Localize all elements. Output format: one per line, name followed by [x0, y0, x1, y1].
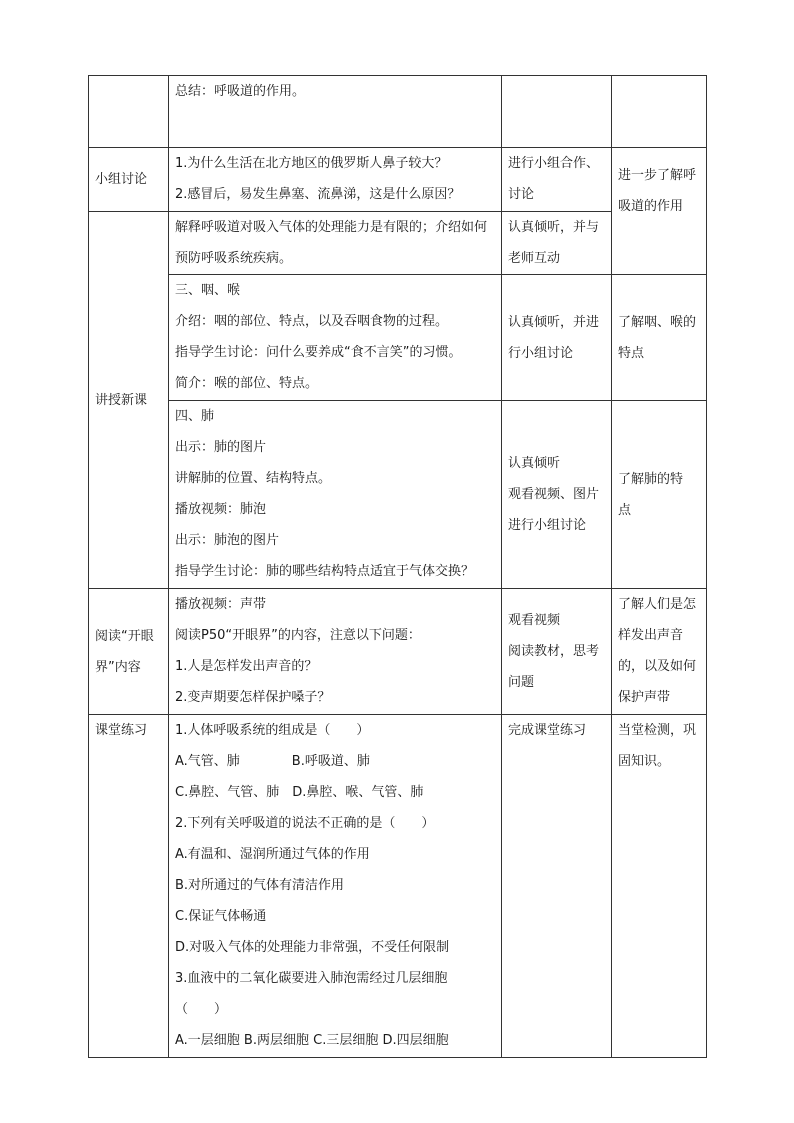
- goal-cell: [612, 275, 707, 401]
- goal-cell: [612, 76, 707, 148]
- student-cell: [502, 76, 612, 148]
- student-activity: 阅读教材，思考: [508, 644, 600, 659]
- content-cell: 解释呼吸道对吸入气体的处理能力是有限的；介绍如何预防呼吸系统疾病。: [169, 212, 502, 275]
- stage-cell: [89, 76, 169, 148]
- lesson-plan-table: [88, 75, 707, 1058]
- exercise-line: A.一层细胞 B.两层细胞 C.三层细胞 D.四层细胞: [175, 1033, 449, 1048]
- exercise-line: A.有温和、湿润所通过气体的作用: [175, 847, 370, 862]
- goal-text: 特点: [618, 345, 645, 361]
- student-cell: [502, 401, 612, 589]
- stage-cell: 阅读“开眼界”内容: [89, 589, 169, 715]
- student-cell: 完成课堂练习: [502, 715, 612, 1058]
- content-line: 出示：肺的图片: [175, 440, 267, 455]
- stage-cell: 课堂练习: [89, 715, 169, 1058]
- goal-text: 点: [618, 502, 632, 518]
- table-row: [89, 715, 707, 1058]
- content-line: 简介：喉的部位、特点。: [175, 376, 319, 391]
- student-activity: 问题: [508, 675, 535, 690]
- table-row: [89, 76, 707, 148]
- goal-cell: 了解人们是怎样发出声音的，以及如何保护声带: [612, 589, 707, 715]
- content-cell: [169, 589, 502, 715]
- section-heading: 四、肺: [175, 409, 215, 424]
- content-line: 出示：肺泡的图片: [175, 533, 280, 548]
- content-line: 2.变声期要怎样保护嗓子？: [175, 690, 331, 705]
- student-activity: 认真倾听，并与: [508, 220, 600, 235]
- exercise-line: B.对所通过的气体有清洁作用: [175, 878, 345, 893]
- table-row: [89, 275, 707, 401]
- table-row: [89, 401, 707, 589]
- table-row: [89, 148, 707, 212]
- content-line: 1.人是怎样发出声音的？: [175, 659, 318, 674]
- student-cell: [502, 275, 612, 401]
- exercise-line: （ ）: [175, 1002, 228, 1017]
- content-line: 播放视频：肺泡: [175, 502, 267, 517]
- summary-text: 总结：呼吸道的作用。: [175, 84, 306, 99]
- exercise-line: D.对吸入气体的处理能力非常强，不受任何限制: [175, 940, 450, 955]
- goal-cell: 当堂检测，巩固知识。: [612, 715, 707, 1058]
- stage-cell: 小组讨论: [89, 148, 169, 212]
- discussion-question: 1.为什么生活在北方地区的俄罗斯人鼻子较大？: [175, 156, 448, 171]
- content-cell: [169, 401, 502, 589]
- student-activity: 观看视频: [508, 613, 561, 628]
- content-line: 阅读P50“开眼界”的内容，注意以下问题：: [175, 628, 421, 643]
- exercise-line: 2.下列有关呼吸道的说法不正确的是（ ）: [175, 816, 435, 831]
- content-line: 指导学生讨论：肺的哪些结构特点适宜于气体交换？: [175, 564, 475, 579]
- student-activity: 老师互动: [508, 251, 561, 266]
- student-activity: 讨论: [508, 187, 535, 202]
- table-row: [89, 589, 707, 715]
- exercise-line: A.气管、肺 B.呼吸道、肺: [175, 754, 370, 769]
- discussion-question: 2.感冒后，易发生鼻塞、流鼻涕，这是什么原因？: [175, 187, 461, 202]
- student-activity: 认真倾听: [508, 456, 561, 471]
- goal-cell: [612, 401, 707, 589]
- goal-text: 了解肺的特: [618, 471, 684, 487]
- content-cell: [169, 76, 502, 148]
- stage-cell: 讲授新课: [89, 212, 169, 589]
- exercise-line: 1.人体呼吸系统的组成是（ ）: [175, 723, 370, 738]
- goal-text: 了解咽、喉的: [618, 314, 697, 330]
- goal-cell: 进一步了解呼吸道的作用: [612, 148, 707, 275]
- student-activity: 认真倾听，并进: [508, 314, 600, 330]
- student-activity: 进行小组讨论: [508, 518, 587, 533]
- student-activity: 行小组讨论: [508, 345, 574, 361]
- exercise-line: 3.血液中的二氧化碳要进入肺泡需经过几层细胞: [175, 971, 448, 986]
- content-line: 播放视频：声带: [175, 597, 267, 612]
- content-line: 指导学生讨论：问什么要养成“食不言笑”的习惯。: [175, 345, 462, 360]
- exercise-line: C.鼻腔、气管、肺 D.鼻腔、喉、气管、肺: [175, 785, 424, 800]
- student-cell: [502, 148, 612, 212]
- student-activity: 进行小组合作、: [508, 156, 600, 171]
- content-cell: [169, 715, 502, 1058]
- student-cell: [502, 589, 612, 715]
- exercise-line: C.保证气体畅通: [175, 909, 267, 924]
- content-cell: [169, 148, 502, 212]
- content-line: 介绍：咽的部位、特点，以及吞咽食物的过程。: [175, 314, 449, 329]
- content-cell: [169, 275, 502, 401]
- content-line: 讲解肺的位置、结构特点。: [175, 471, 332, 486]
- section-heading: 三、咽、喉: [175, 283, 241, 298]
- student-activity: 观看视频、图片: [508, 487, 600, 502]
- student-cell: [502, 212, 612, 275]
